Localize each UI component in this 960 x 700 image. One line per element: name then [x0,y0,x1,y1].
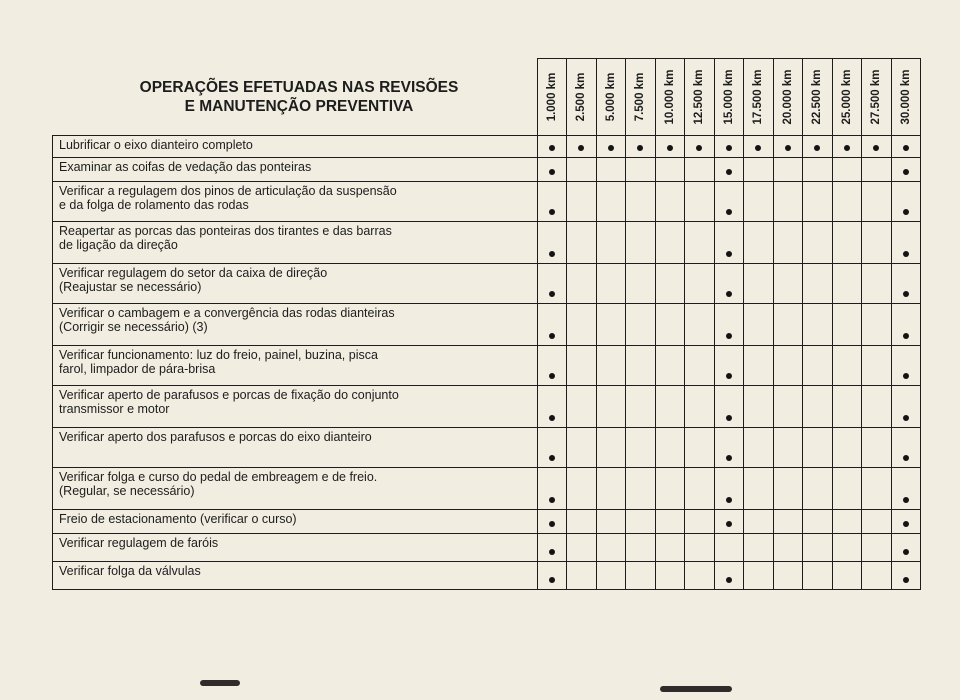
scheduled-dot-icon [726,333,732,339]
table-row [53,222,921,264]
schedule-cell [744,222,774,264]
schedule-cell [862,136,892,158]
table-row [53,136,921,158]
schedule-cell [537,222,567,264]
schedule-cell [714,386,744,428]
operation-text-line: transmissor e motor [59,402,170,416]
schedule-cell [891,158,921,182]
km-column-label: 30.000 km [899,69,912,125]
operation-description [53,136,538,158]
table-row [53,182,921,222]
schedule-cell [537,304,567,346]
operation-text-line: Freio de estacionamento (verificar o curso) [59,512,297,526]
schedule-cell [891,304,921,346]
schedule-cell [803,158,833,182]
km-column-header [773,59,803,136]
operation-description [53,428,538,468]
schedule-cell [773,386,803,428]
schedule-cell [685,222,715,264]
scheduled-dot-icon [873,145,879,151]
schedule-cell [832,510,862,534]
km-column-label: 22.500 km [811,69,824,125]
scheduled-dot-icon [549,415,555,421]
schedule-cell [655,136,685,158]
schedule-cell [655,534,685,562]
schedule-cell [862,304,892,346]
schedule-cell [537,468,567,510]
operation-description [53,222,538,264]
schedule-cell [773,264,803,304]
schedule-cell [626,510,656,534]
schedule-cell [567,510,597,534]
km-column-header [655,59,685,136]
schedule-cell [567,468,597,510]
schedule-cell [685,346,715,386]
schedule-cell [655,158,685,182]
schedule-cell [744,510,774,534]
schedule-cell [596,136,626,158]
scheduled-dot-icon [726,251,732,257]
km-column-label: 27.500 km [870,69,883,125]
km-column-header [685,59,715,136]
operation-text-line: Verificar funcionamento: luz do freio, painel, buzina, pisca [59,348,378,362]
schedule-cell [596,222,626,264]
scheduled-dot-icon [608,145,614,151]
schedule-cell [891,264,921,304]
ink-smudge [200,680,240,686]
table-row [53,346,921,386]
schedule-cell [537,264,567,304]
scheduled-dot-icon [903,455,909,461]
schedule-cell [714,182,744,222]
scheduled-dot-icon [785,145,791,151]
schedule-cell [773,428,803,468]
table-row [53,158,921,182]
schedule-cell [832,264,862,304]
operation-text-line: Verificar a regulagem dos pinos de articulação da suspensão [59,184,397,198]
schedule-cell [744,304,774,346]
schedule-cell [626,136,656,158]
scheduled-dot-icon [549,291,555,297]
scheduled-dot-icon [637,145,643,151]
schedule-cell [803,534,833,562]
schedule-cell [832,562,862,590]
schedule-cell [537,562,567,590]
scheduled-dot-icon [844,145,850,151]
schedule-cell [596,428,626,468]
schedule-cell [685,386,715,428]
schedule-cell [626,182,656,222]
schedule-cell [862,562,892,590]
schedule-cell [714,222,744,264]
schedule-cell [803,428,833,468]
scheduled-dot-icon [903,577,909,583]
scheduled-dot-icon [903,333,909,339]
schedule-cell [832,182,862,222]
schedule-cell [537,510,567,534]
maintenance-table [52,58,921,590]
schedule-cell [626,428,656,468]
schedule-cell [744,346,774,386]
km-column-header [891,59,921,136]
schedule-cell [714,468,744,510]
operation-text-line: Verificar regulagem de faróis [59,536,219,550]
schedule-cell [596,304,626,346]
schedule-cell [685,510,715,534]
schedule-cell [626,386,656,428]
schedule-cell [862,428,892,468]
schedule-cell [744,182,774,222]
km-column-header [567,59,597,136]
scheduled-dot-icon [549,455,555,461]
scheduled-dot-icon [549,251,555,257]
schedule-cell [744,386,774,428]
schedule-cell [537,428,567,468]
schedule-cell [596,182,626,222]
scheduled-dot-icon [903,251,909,257]
scheduled-dot-icon [549,577,555,583]
schedule-cell [596,468,626,510]
schedule-cell [714,264,744,304]
schedule-cell [596,562,626,590]
schedule-cell [891,428,921,468]
schedule-cell [773,534,803,562]
schedule-cell [567,136,597,158]
schedule-cell [537,346,567,386]
schedule-cell [567,346,597,386]
schedule-cell [744,534,774,562]
schedule-cell [655,510,685,534]
schedule-cell [567,158,597,182]
table-row [53,386,921,428]
scheduled-dot-icon [549,333,555,339]
schedule-cell [626,346,656,386]
schedule-cell [714,428,744,468]
operation-text-line: Reapertar as porcas das ponteiras dos tirantes e das barras [59,224,392,238]
km-column-label: 15.000 km [722,69,735,125]
schedule-cell [567,264,597,304]
operation-description [53,510,538,534]
scheduled-dot-icon [814,145,820,151]
schedule-cell [744,468,774,510]
operation-description [53,304,538,346]
schedule-cell [803,468,833,510]
operation-text-line: Verificar aperto dos parafusos e porcas do eixo dianteiro [59,430,372,444]
operation-description [53,468,538,510]
schedule-cell [655,468,685,510]
schedule-cell [773,468,803,510]
schedule-cell [891,182,921,222]
schedule-cell [714,136,744,158]
km-column-header [714,59,744,136]
schedule-cell [626,264,656,304]
schedule-cell [803,346,833,386]
schedule-cell [803,136,833,158]
scheduled-dot-icon [903,291,909,297]
schedule-cell [803,182,833,222]
schedule-cell [567,222,597,264]
schedule-cell [832,468,862,510]
ink-smudge [660,686,732,692]
table-row [53,304,921,346]
scheduled-dot-icon [726,145,732,151]
operation-text-line: de ligação da direção [59,238,178,252]
schedule-cell [862,386,892,428]
schedule-cell [655,346,685,386]
schedule-cell [803,562,833,590]
schedule-cell [744,136,774,158]
km-column-header [803,59,833,136]
schedule-cell [596,534,626,562]
schedule-cell [862,510,892,534]
scheduled-dot-icon [667,145,673,151]
schedule-cell [803,304,833,346]
schedule-cell [714,534,744,562]
schedule-cell [537,534,567,562]
scheduled-dot-icon [726,577,732,583]
schedule-cell [862,182,892,222]
table-corner [53,59,538,136]
schedule-cell [537,136,567,158]
schedule-cell [626,562,656,590]
schedule-cell [862,346,892,386]
title-line-1: OPERAÇÕES EFETUADAS NAS REVISÕES [139,79,459,96]
km-column-header [626,59,656,136]
schedule-cell [744,158,774,182]
schedule-cell [567,304,597,346]
schedule-cell [862,222,892,264]
km-column-label: 12.500 km [693,69,706,125]
schedule-cell [803,222,833,264]
schedule-cell [655,428,685,468]
schedule-cell [626,468,656,510]
km-column-label: 5.000 km [604,72,617,122]
schedule-cell [714,304,744,346]
schedule-cell [744,428,774,468]
km-column-label: 1.000 km [545,72,558,122]
scheduled-dot-icon [903,169,909,175]
schedule-cell [626,304,656,346]
operation-text-line: Examinar as coifas de vedação das ponteiras [59,160,312,174]
schedule-cell [773,304,803,346]
scheduled-dot-icon [903,145,909,151]
km-column-label: 25.000 km [840,69,853,125]
schedule-cell [803,264,833,304]
operation-description [53,386,538,428]
scheduled-dot-icon [726,209,732,215]
table-row [53,468,921,510]
schedule-cell [685,468,715,510]
schedule-cell [567,386,597,428]
schedule-cell [891,534,921,562]
schedule-cell [891,346,921,386]
table-row [53,562,921,590]
schedule-cell [891,222,921,264]
schedule-cell [891,510,921,534]
table-row [53,534,921,562]
schedule-cell [832,534,862,562]
schedule-cell [596,346,626,386]
operation-description [53,534,538,562]
scheduled-dot-icon [726,521,732,527]
scheduled-dot-icon [549,521,555,527]
table-row [53,510,921,534]
schedule-cell [891,468,921,510]
schedule-cell [626,222,656,264]
schedule-cell [714,562,744,590]
schedule-cell [832,304,862,346]
scheduled-dot-icon [726,291,732,297]
schedule-cell [891,136,921,158]
scheduled-dot-icon [726,169,732,175]
km-column-label: 7.500 km [634,72,647,122]
schedule-cell [655,264,685,304]
operation-text-line: Lubrificar o eixo dianteiro completo [59,138,253,152]
schedule-cell [567,534,597,562]
km-column-header [596,59,626,136]
schedule-cell [685,428,715,468]
schedule-cell [862,468,892,510]
schedule-cell [773,182,803,222]
schedule-cell [891,562,921,590]
schedule-cell [596,158,626,182]
schedule-cell [862,158,892,182]
schedule-cell [567,428,597,468]
operation-description [53,346,538,386]
schedule-cell [773,222,803,264]
schedule-cell [685,264,715,304]
scheduled-dot-icon [903,373,909,379]
title-line-2: E MANUTENÇÃO PREVENTIVA [184,98,414,115]
schedule-cell [773,510,803,534]
operation-text-line: Verificar aperto de parafusos e porcas de fixação do conjunto [59,388,399,402]
schedule-cell [891,386,921,428]
schedule-cell [803,510,833,534]
schedule-cell [655,562,685,590]
schedule-cell [537,182,567,222]
schedule-cell [626,158,656,182]
schedule-cell [685,136,715,158]
schedule-cell [685,158,715,182]
schedule-cell [567,182,597,222]
km-column-header [744,59,774,136]
scheduled-dot-icon [578,145,584,151]
scheduled-dot-icon [726,497,732,503]
km-column-label: 20.000 km [781,69,794,125]
km-column-header [832,59,862,136]
scheduled-dot-icon [903,521,909,527]
schedule-cell [862,534,892,562]
schedule-cell [862,264,892,304]
scheduled-dot-icon [903,497,909,503]
operation-description [53,158,538,182]
schedule-cell [685,534,715,562]
km-column-label: 2.500 km [575,72,588,122]
schedule-cell [596,386,626,428]
operation-description [53,562,538,590]
schedule-cell [537,386,567,428]
schedule-cell [832,428,862,468]
schedule-cell [714,158,744,182]
operation-text-line: (Reajustar se necessário) [59,280,202,294]
operation-text-line: farol, limpador de pára-brisa [59,362,216,376]
scheduled-dot-icon [696,145,702,151]
schedule-cell [773,346,803,386]
operation-text-line: Verificar regulagem do setor da caixa de direção [59,266,328,280]
schedule-cell [714,510,744,534]
scheduled-dot-icon [726,455,732,461]
schedule-cell [685,562,715,590]
schedule-cell [714,346,744,386]
schedule-cell [596,264,626,304]
schedule-cell [744,264,774,304]
schedule-cell [832,158,862,182]
scheduled-dot-icon [549,549,555,555]
schedule-cell [655,304,685,346]
scheduled-dot-icon [549,373,555,379]
page-number [0,300,1,339]
schedule-cell [773,562,803,590]
schedule-cell [803,386,833,428]
schedule-cell [655,222,685,264]
schedule-cell [596,510,626,534]
scheduled-dot-icon [549,209,555,215]
km-column-label: 17.500 km [752,69,765,125]
km-column-header [862,59,892,136]
scheduled-dot-icon [549,169,555,175]
scheduled-dot-icon [903,549,909,555]
schedule-cell [832,222,862,264]
schedule-cell [626,534,656,562]
schedule-cell [832,136,862,158]
operation-text-line: (Corrigir se necessário) (3) [59,320,208,334]
km-column-header [537,59,567,136]
operation-description [53,264,538,304]
scheduled-dot-icon [549,497,555,503]
schedule-cell [567,562,597,590]
scheduled-dot-icon [726,373,732,379]
schedule-cell [685,182,715,222]
operation-text-line: Verificar folga da válvulas [59,564,201,578]
table-row [53,428,921,468]
schedule-cell [744,562,774,590]
operation-description [53,182,538,222]
operation-text-line: e da folga de rolamento das rodas [59,198,249,212]
scheduled-dot-icon [903,415,909,421]
operation-text-line: Verificar folga e curso do pedal de embreagem e de freio. [59,470,378,484]
schedule-cell [773,158,803,182]
schedule-cell [655,386,685,428]
scheduled-dot-icon [549,145,555,151]
schedule-cell [773,136,803,158]
km-column-label: 10.000 km [663,69,676,125]
schedule-cell [655,182,685,222]
table-row [53,264,921,304]
schedule-cell [832,346,862,386]
scheduled-dot-icon [726,415,732,421]
scheduled-dot-icon [903,209,909,215]
scheduled-dot-icon [755,145,761,151]
schedule-cell [537,158,567,182]
schedule-cell [685,304,715,346]
schedule-cell [832,386,862,428]
operation-text-line: (Regular, se necessário) [59,484,195,498]
operation-text-line: Verificar o cambagem e a convergência das rodas dianteiras [59,306,395,320]
